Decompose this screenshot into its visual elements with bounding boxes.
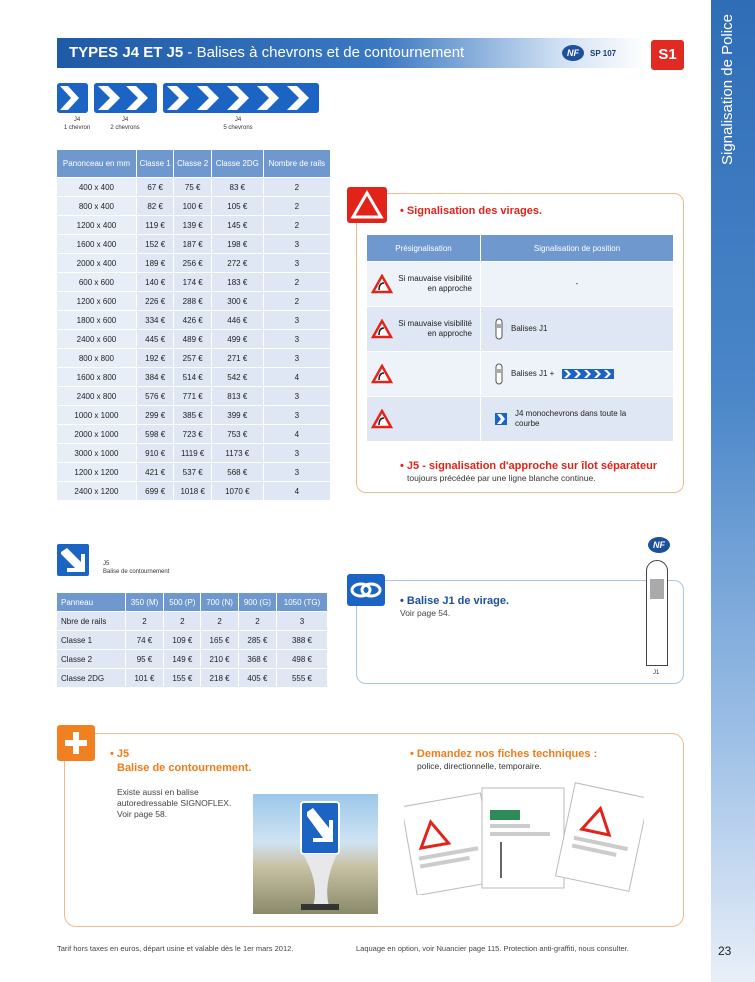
position-text: Balises J1 +: [511, 369, 555, 378]
nf-logo-icon-2: NF: [648, 537, 670, 553]
table-row: [57, 387, 330, 405]
post-reflector: [650, 579, 664, 599]
position-cell: [481, 307, 673, 351]
position-text: Balises J1: [511, 324, 548, 333]
table-cell: 1070 €: [212, 482, 263, 500]
section-badge: S1: [651, 40, 684, 70]
page-number: 23: [718, 944, 732, 958]
table-cell: 3: [264, 235, 330, 253]
footer-left: Tarif hors taxes en euros, départ usine et valable dès le 1er mars 2012.: [57, 944, 294, 953]
table-row: [57, 406, 330, 424]
virages-title: • Signalisation des virages.: [400, 205, 543, 217]
table-cell: 421 €: [137, 463, 174, 481]
table-cell: 152 €: [137, 235, 174, 253]
table-cell: 165 €: [201, 631, 238, 649]
table-cell: 187 €: [174, 235, 211, 253]
table-cell: 910 €: [137, 444, 174, 462]
fiches-title: • Demandez nos fiches techniques :: [410, 748, 598, 760]
fiches-text: police, directionnelle, temporaire.: [417, 761, 542, 771]
table-row: [57, 311, 330, 329]
chevron-sign-1-icon: [57, 83, 88, 113]
table-row: [57, 349, 330, 367]
table-cell: 4: [264, 482, 330, 500]
j5-sign-icon: [57, 544, 89, 576]
table-cell: 95 €: [126, 650, 164, 668]
presignalisation-text: Si mauvaise visibilité en approche: [398, 319, 472, 338]
sign-code: J4: [121, 117, 129, 123]
table-cell: 2: [264, 178, 330, 196]
j5-bullet: • J5: [110, 748, 130, 760]
j1-title: • Balise J1 de virage.: [400, 595, 510, 607]
table-cell: 800 x 800: [57, 349, 136, 367]
table-cell: 198 €: [212, 235, 263, 253]
table-cell: Classe 2: [57, 650, 125, 668]
table-header: 1050 (TG): [277, 593, 327, 611]
position-cell: [481, 262, 673, 306]
table-cell: 1119 €: [174, 444, 211, 462]
table-cell: 368 €: [239, 650, 276, 668]
table-cell: 1173 €: [212, 444, 263, 462]
position-cell: [481, 352, 673, 396]
sign-desc: 2 chevrons: [110, 125, 140, 131]
sign-code: J4: [73, 117, 81, 123]
presignalisation-text: Si mauvaise visibilité en approche: [398, 274, 472, 293]
table-row: [57, 235, 330, 253]
balise-j1-icon: [495, 363, 503, 385]
sign-desc: 5 chevrons: [223, 125, 253, 131]
table-cell: 189 €: [137, 254, 174, 272]
chevrons-5-icon: [562, 369, 614, 379]
col-presignalisation: Présignalisation: [367, 235, 480, 261]
table-cell: Classe 2DG: [57, 669, 125, 687]
table-cell: 1000 x 1000: [57, 406, 136, 424]
presignalisation-cell: [367, 352, 480, 396]
presignalisation-cell: [367, 397, 480, 441]
table-row: [57, 330, 330, 348]
table-cell: 174 €: [174, 273, 211, 291]
position-text: J4 monochevrons dans toute la courbe: [515, 409, 627, 428]
table-cell: 388 €: [277, 631, 327, 649]
table-cell: 3: [264, 254, 330, 272]
table-cell: 145 €: [212, 216, 263, 234]
page-header: [57, 38, 647, 68]
nf-logo-icon: NF: [562, 45, 584, 61]
table-cell: 82 €: [137, 197, 174, 215]
presignalisation-cell: [367, 307, 480, 351]
footer-right: Laquage en option, voir Nuancier page 115. Protection anti-graffiti, nous consulter.: [356, 944, 629, 953]
table-cell: 2400 x 800: [57, 387, 136, 405]
j1-post-icon: [646, 560, 668, 666]
table-cell: 3: [264, 387, 330, 405]
j5-approach-text: toujours précédée par une ligne blanche continue.: [407, 473, 596, 483]
table-cell: 285 €: [239, 631, 276, 649]
table-cell: 426 €: [174, 311, 211, 329]
presignalisation-cell: [367, 262, 480, 306]
table-cell: 384 €: [137, 368, 174, 386]
table-cell: 2: [164, 612, 200, 630]
table-cell: 514 €: [174, 368, 211, 386]
table-cell: 1600 x 800: [57, 368, 136, 386]
table-header: 700 (N): [201, 593, 238, 611]
table-cell: 4: [264, 425, 330, 443]
col-position: Signalisation de position: [481, 235, 673, 261]
virages-table: [366, 234, 674, 442]
price-table-j5: [56, 592, 328, 688]
table-cell: Classe 1: [57, 631, 125, 649]
table-cell: Nbre de rails: [57, 612, 125, 630]
table-cell: 105 €: [212, 197, 263, 215]
brochures-image: [404, 780, 644, 895]
virages-row: [367, 397, 673, 441]
table-cell: 2400 x 600: [57, 330, 136, 348]
table-cell: 83 €: [212, 178, 263, 196]
page-title-rest: - Balises à chevrons et de contournement: [183, 44, 465, 61]
virages-row: [367, 307, 673, 351]
table-cell: 256 €: [174, 254, 211, 272]
virages-row: [367, 262, 673, 306]
table-cell: 183 €: [212, 273, 263, 291]
table-cell: 75 €: [174, 178, 211, 196]
table-cell: 2: [126, 612, 164, 630]
table-row: [57, 463, 330, 481]
table-cell: 155 €: [164, 669, 200, 687]
warning-triangle-icon: [347, 187, 387, 223]
table-cell: 119 €: [137, 216, 174, 234]
table-cell: 257 €: [174, 349, 211, 367]
sign-caption-2: [105, 116, 145, 132]
table-cell: 771 €: [174, 387, 211, 405]
table-header: Classe 2: [174, 150, 211, 177]
j1-text: Voir page 54.: [400, 608, 451, 618]
j5-caption: [103, 560, 169, 576]
table-cell: 2: [264, 216, 330, 234]
table-cell: 288 €: [174, 292, 211, 310]
j5-photo: [253, 794, 378, 914]
table-header: 900 (G): [239, 593, 276, 611]
table-row: [57, 292, 330, 310]
table-row: [57, 631, 327, 649]
table-row: [57, 650, 327, 668]
position-cell: [481, 397, 673, 441]
table-header: Panonceau en mm: [57, 150, 136, 177]
table-cell: 218 €: [201, 669, 238, 687]
table-cell: 445 €: [137, 330, 174, 348]
side-band-title: Signalisation de Police: [719, 14, 736, 165]
table-cell: 598 €: [137, 425, 174, 443]
table-cell: 800 x 400: [57, 197, 136, 215]
table-cell: 3: [264, 444, 330, 462]
table-cell: 542 €: [212, 368, 263, 386]
table-cell: 2: [264, 273, 330, 291]
table-row: [57, 254, 330, 272]
table-cell: 149 €: [164, 650, 200, 668]
table-cell: 537 €: [174, 463, 211, 481]
table-cell: 1018 €: [174, 482, 211, 500]
table-cell: 210 €: [201, 650, 238, 668]
table-cell: 555 €: [277, 669, 327, 687]
table-cell: 499 €: [212, 330, 263, 348]
table-cell: 1800 x 600: [57, 311, 136, 329]
table-header: Classe 1: [137, 150, 174, 177]
table-cell: 446 €: [212, 311, 263, 329]
table-row: [57, 178, 330, 196]
table-cell: 1200 x 1200: [57, 463, 136, 481]
plus-icon: [57, 725, 95, 761]
table-cell: 67 €: [137, 178, 174, 196]
table-cell: 139 €: [174, 216, 211, 234]
table-row: [57, 482, 330, 500]
curve-warning-icon: [371, 319, 393, 339]
table-cell: 576 €: [137, 387, 174, 405]
table-cell: 399 €: [212, 406, 263, 424]
table-cell: 334 €: [137, 311, 174, 329]
table-cell: 1200 x 400: [57, 216, 136, 234]
table-cell: 1200 x 600: [57, 292, 136, 310]
table-cell: 1600 x 400: [57, 235, 136, 253]
page-title: [69, 44, 464, 61]
table-cell: 2000 x 1000: [57, 425, 136, 443]
table-row: [57, 669, 327, 687]
j5-description: Existe aussi en balise autoredressable SIGNOFLEX. Voir page 58.: [117, 787, 232, 819]
table-row: [57, 273, 330, 291]
table-cell: 2: [264, 292, 330, 310]
table-row: [57, 216, 330, 234]
table-header: 500 (P): [164, 593, 200, 611]
table-cell: 3: [264, 311, 330, 329]
virages-row: [367, 352, 673, 396]
table-header: Panneau: [57, 593, 125, 611]
table-cell: 699 €: [137, 482, 174, 500]
position-text: -: [575, 279, 579, 288]
table-cell: 272 €: [212, 254, 263, 272]
j5-desc: Balise de contournement: [103, 569, 170, 575]
table-cell: 300 €: [212, 292, 263, 310]
table-cell: 3: [264, 349, 330, 367]
table-cell: 226 €: [137, 292, 174, 310]
table-cell: 192 €: [137, 349, 174, 367]
chevron-sign-5-icon: [163, 83, 319, 113]
sign-caption-1: [57, 116, 97, 132]
table-row: [57, 368, 330, 386]
table-cell: 3: [264, 463, 330, 481]
curve-warning-icon: [371, 409, 393, 429]
table-cell: 498 €: [277, 650, 327, 668]
table-cell: 600 x 600: [57, 273, 136, 291]
table-cell: 140 €: [137, 273, 174, 291]
table-cell: 3000 x 1000: [57, 444, 136, 462]
table-cell: 2400 x 1200: [57, 482, 136, 500]
sp-label: SP 107: [590, 49, 617, 58]
curve-warning-icon: [371, 274, 393, 294]
j5-approach-title: • J5 - signalisation d'approche sur îlot séparateur: [400, 460, 658, 472]
table-cell: 100 €: [174, 197, 211, 215]
price-table-j4: [56, 149, 331, 501]
table-cell: 2: [264, 197, 330, 215]
ring-link-icon: [347, 574, 385, 606]
table-cell: 568 €: [212, 463, 263, 481]
table-cell: 109 €: [164, 631, 200, 649]
table-header: Classe 2DG: [212, 150, 263, 177]
table-cell: 74 €: [126, 631, 164, 649]
side-band: [711, 0, 755, 982]
table-header: Nombre de rails: [264, 150, 330, 177]
table-row: [57, 425, 330, 443]
chevron-sign-2-icon: [94, 83, 157, 113]
table-cell: 813 €: [212, 387, 263, 405]
table-cell: 271 €: [212, 349, 263, 367]
sign-caption-3: [213, 116, 263, 132]
table-cell: 4: [264, 368, 330, 386]
table-cell: 3: [264, 406, 330, 424]
table-cell: 3: [277, 612, 327, 630]
table-cell: 101 €: [126, 669, 164, 687]
balise-j1-icon: [495, 318, 503, 340]
table-row: [57, 612, 327, 630]
sign-code: J4: [234, 117, 242, 123]
table-cell: 299 €: [137, 406, 174, 424]
j5-name: Balise de contournement.: [117, 762, 252, 774]
table-cell: 2: [201, 612, 238, 630]
j1-post-label: J1: [653, 670, 660, 676]
table-row: [57, 197, 330, 215]
table-cell: 405 €: [239, 669, 276, 687]
sign-desc: 1 chevron: [63, 125, 91, 131]
j5-code: J5: [103, 561, 110, 567]
table-cell: 3: [264, 330, 330, 348]
table-cell: 723 €: [174, 425, 211, 443]
table-cell: 489 €: [174, 330, 211, 348]
table-cell: 400 x 400: [57, 178, 136, 196]
table-cell: 753 €: [212, 425, 263, 443]
table-cell: 385 €: [174, 406, 211, 424]
table-header: 350 (M): [126, 593, 164, 611]
chevron-1-icon: [495, 413, 507, 425]
table-cell: 2000 x 400: [57, 254, 136, 272]
curve-warning-icon: [371, 364, 393, 384]
table-row: [57, 444, 330, 462]
page-title-bold: TYPES J4 ET J5: [69, 44, 184, 61]
table-cell: 2: [239, 612, 276, 630]
